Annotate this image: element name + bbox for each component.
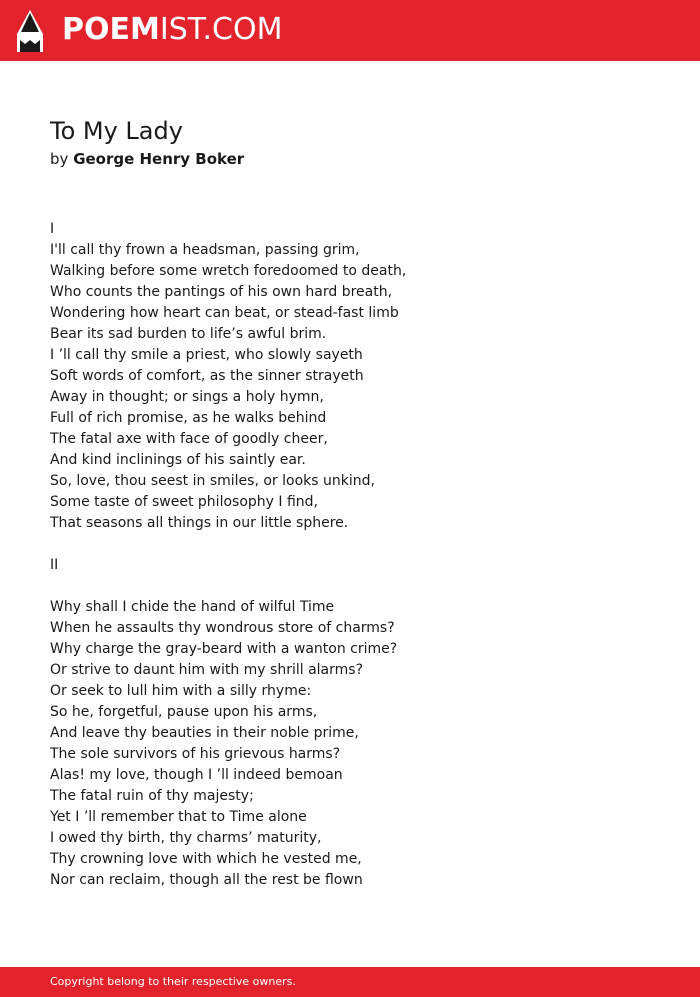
- by-label: by: [50, 150, 69, 168]
- poem-line: And leave thy beauties in their noble prime,: [50, 725, 359, 741]
- poem-line: Why shall I chide the hand of wilful Time: [50, 599, 335, 615]
- poem-line: Full of rich promise, as he walks behind: [50, 410, 327, 426]
- author-name[interactable]: George Henry Boker: [73, 150, 245, 168]
- poem-line: Or strive to daunt him with my shrill alarms?: [50, 662, 363, 678]
- poem-line: Yet I ’ll remember that to Time alone: [50, 809, 307, 825]
- poem-line: Wondering how heart can beat, or stead-fast limb: [50, 305, 399, 321]
- poem-line: [50, 576, 650, 597]
- poem-line: I'll call thy frown a headsman, passing grim,: [50, 242, 360, 258]
- logo-light-text: IST.COM: [159, 12, 283, 47]
- pencil-tip-icon[interactable]: [17, 10, 43, 52]
- poem-line: Walking before some wretch foredoomed to death,: [50, 263, 407, 279]
- poem-line: So he, forgetful, pause upon his arms,: [50, 704, 318, 720]
- poem-line: Some taste of sweet philosophy I find,: [50, 494, 318, 510]
- site-logo[interactable]: [62, 12, 282, 48]
- poem-line: [50, 534, 650, 555]
- poem-line: Who counts the pantings of his own hard breath,: [50, 284, 393, 300]
- poem-line: That seasons all things in our little sphere.: [50, 515, 349, 531]
- poem-body: [50, 219, 650, 891]
- site-footer: [0, 967, 700, 997]
- poem-line: And kind inclinings of his saintly ear.: [50, 452, 306, 468]
- poem-line: Or seek to lull him with a silly rhyme:: [50, 683, 312, 699]
- poem-line: I ’ll call thy smile a priest, who slowly sayeth: [50, 347, 363, 363]
- poem-line: I: [50, 221, 55, 237]
- copyright-notice: Copyright belong to their respective owners.: [50, 975, 296, 988]
- poem-title: To My Lady: [50, 117, 183, 145]
- poem-line: The fatal axe with face of goodly cheer,: [50, 431, 328, 447]
- poem-line: Away in thought; or sings a holy hymn,: [50, 389, 324, 405]
- poem-line: Alas! my love, though I ’ll indeed bemoan: [50, 767, 343, 783]
- poem-line: II: [50, 557, 59, 573]
- poem-line: Soft words of comfort, as the sinner strayeth: [50, 368, 364, 384]
- poem-line: So, love, thou seest in smiles, or looks unkind,: [50, 473, 375, 489]
- poem-line: The fatal ruin of thy majesty;: [50, 788, 254, 804]
- poem-byline: [50, 149, 244, 169]
- poem-line: Why charge the gray-beard with a wanton crime?: [50, 641, 398, 657]
- poem-line: When he assaults thy wondrous store of charms?: [50, 620, 395, 636]
- site-header: [0, 0, 700, 61]
- logo-bold-text: POEM: [62, 12, 160, 47]
- poem-line: The sole survivors of his grievous harms?: [50, 746, 341, 762]
- poem-line: Nor can reclaim, though all the rest be flown: [50, 872, 363, 888]
- poem-line: Bear its sad burden to life’s awful brim.: [50, 326, 327, 342]
- poem-line: Thy crowning love with which he vested me,: [50, 851, 362, 867]
- poem-line: I owed thy birth, thy charms’ maturity,: [50, 830, 322, 846]
